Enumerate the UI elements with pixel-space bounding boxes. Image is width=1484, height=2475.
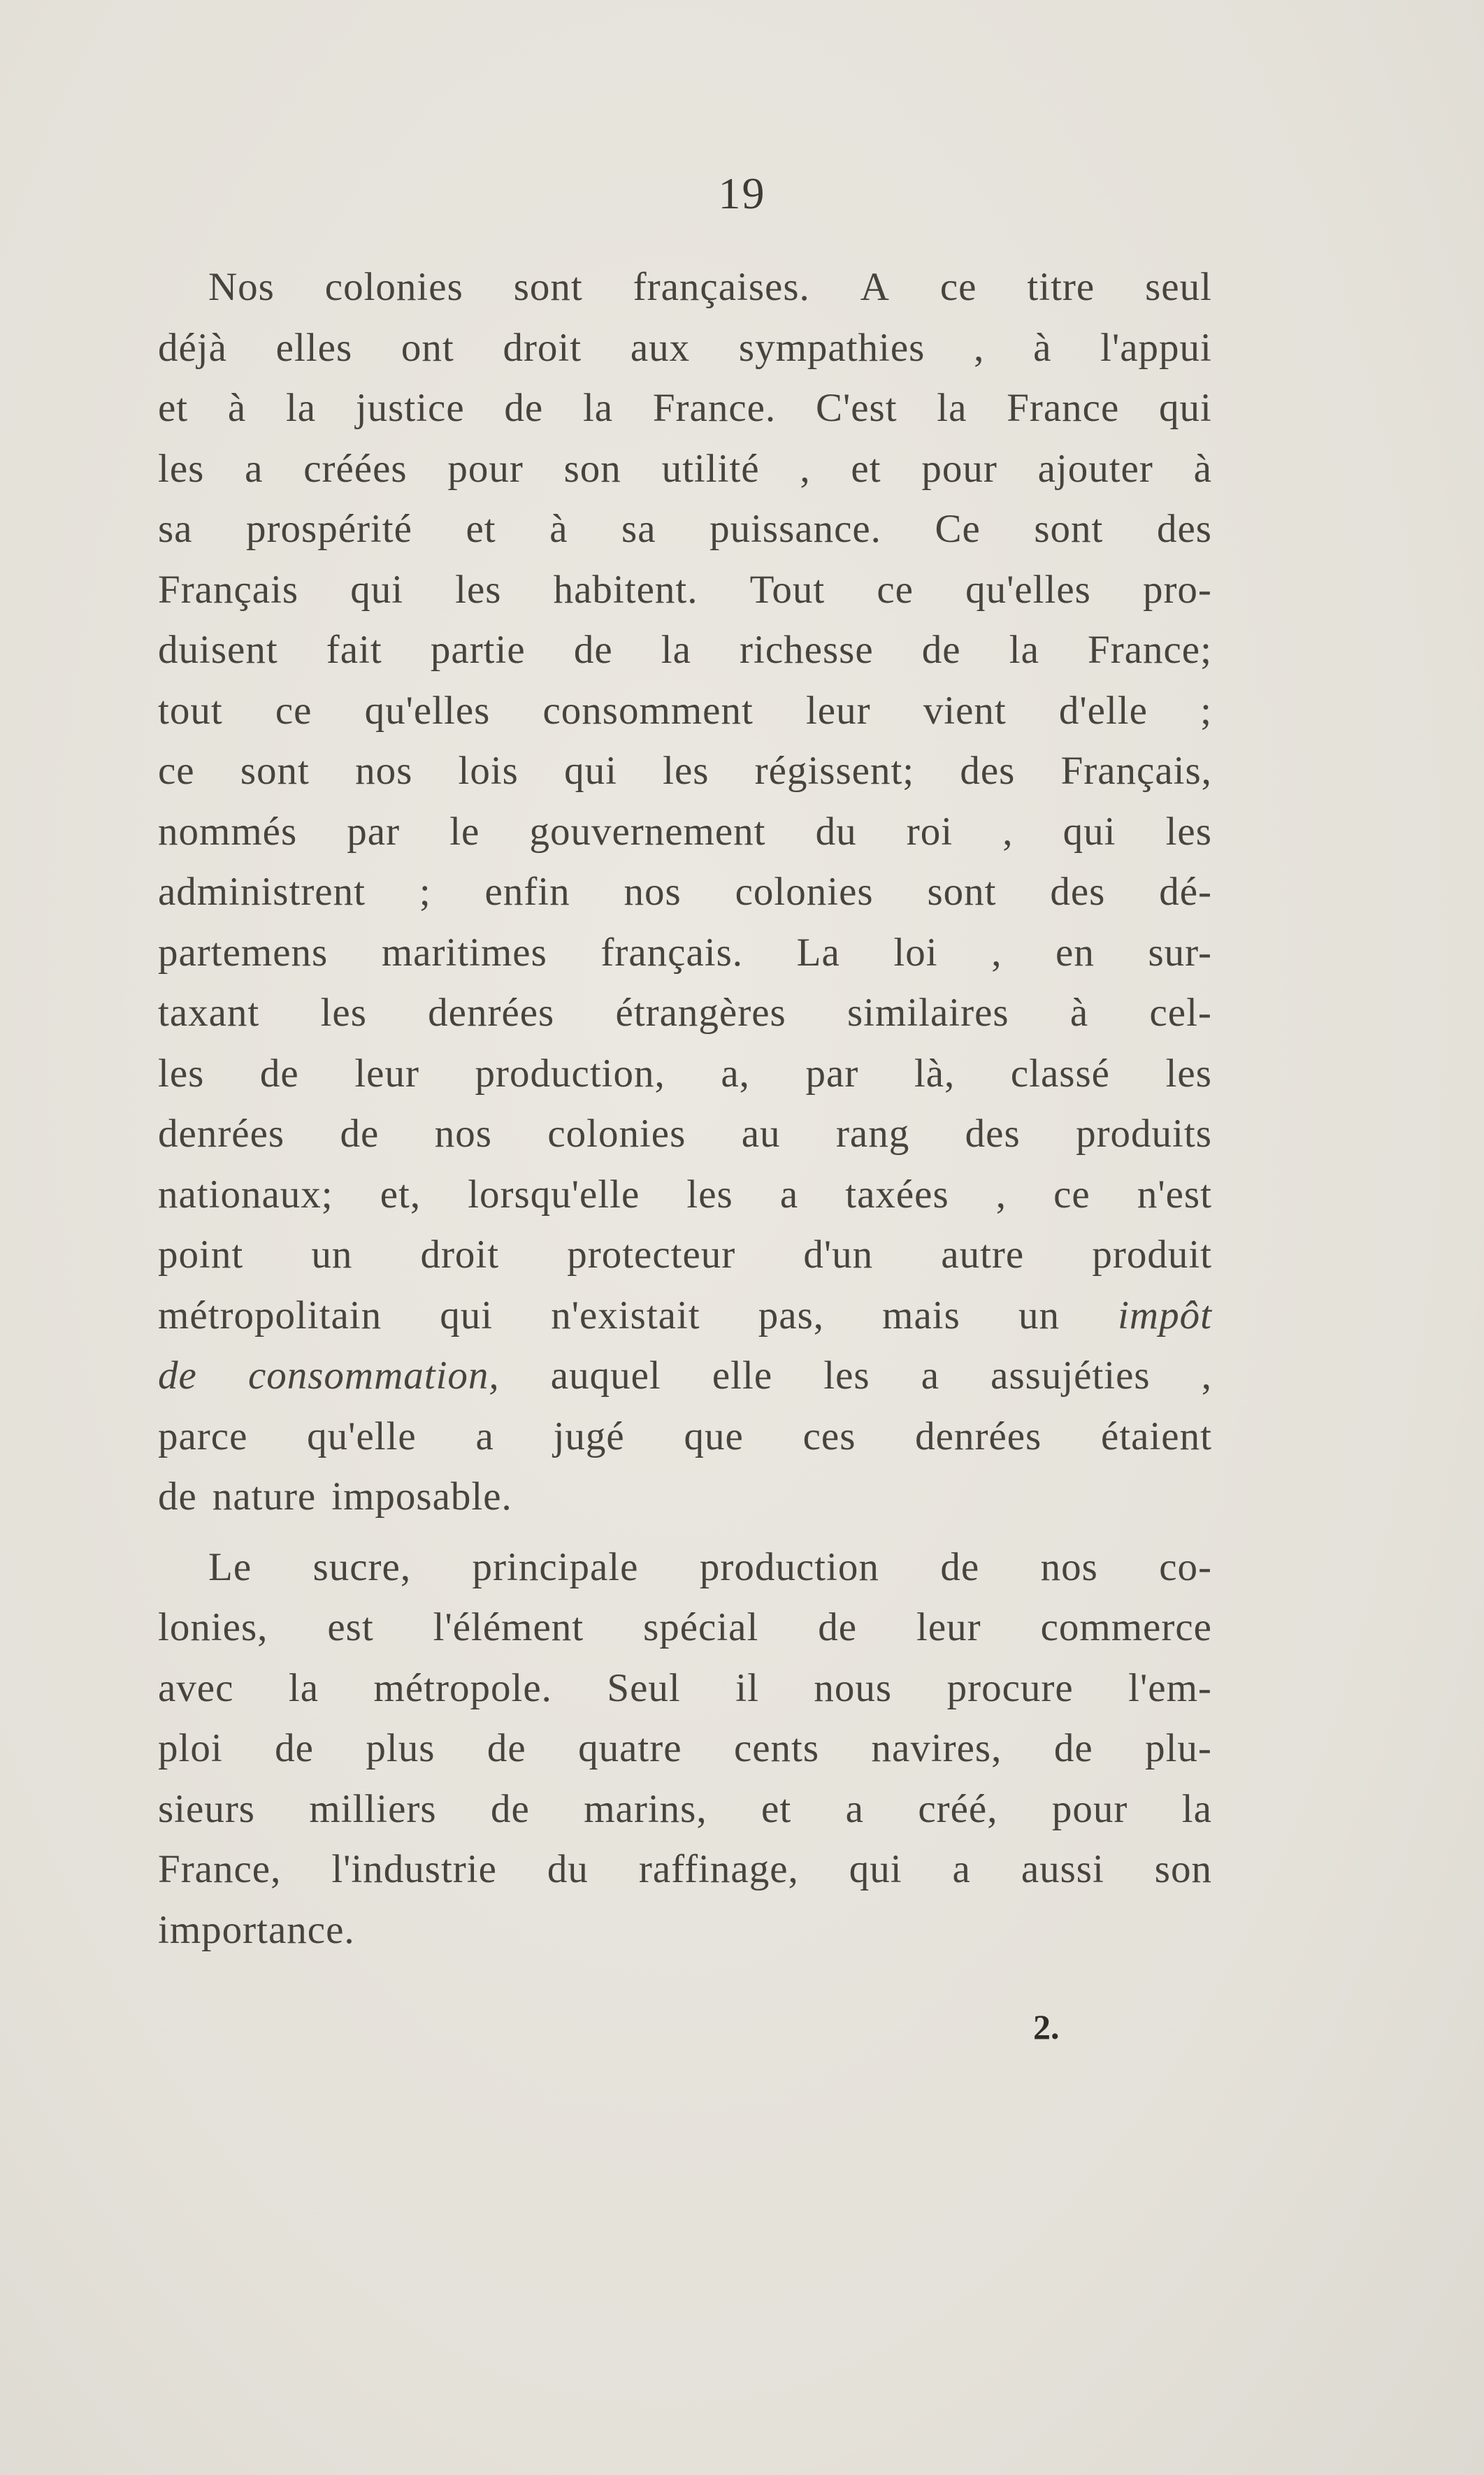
text-line: de nature imposable. [158,1475,512,1519]
text-line: ploi de plus de quatre cents navires, de plu- [158,1726,1212,1770]
text-line: les a créées pour son utilité , et pour ajouter à [158,446,1212,491]
text-line: denrées de nos colonies au rang des produits [158,1112,1212,1156]
text-line: et à la justice de la France. C'est la France qui [158,386,1212,430]
text-line: Le sucre, principale production de nos co- [208,1544,1212,1589]
text-line: avec la métropole. Seul il nous procure l'em- [158,1665,1212,1710]
text-line: administrent ; enfin nos colonies sont des dé- [158,870,1212,914]
text-line: métropolitain qui n'existait pas, mais un impôt [158,1286,1212,1347]
page-number: 19 [718,168,766,218]
text-line: les de leur production, a, par là, classé les [158,1051,1212,1096]
italic-term: impôt [1118,1293,1212,1337]
text-line: nommés par le gouvernement du roi , qui les [158,809,1212,854]
body-text [158,257,1212,1960]
text-line: France, l'industrie du raffinage, qui a aussi son [158,1847,1212,1891]
text-line: sa prospérité et à sa puissance. Ce sont des [158,507,1212,551]
text-line: partemens maritimes français. La loi , en sur- [158,930,1212,975]
text-line: point un droit protecteur d'un autre produit [158,1233,1212,1277]
text-line: nationaux; et, lorsqu'elle les a taxées , ce n'est [158,1172,1212,1217]
text-line: importance. [158,1907,355,1952]
text-line: duisent fait partie de la richesse de la France; [158,628,1212,672]
text-line: parce qu'elle a jugé que ces denrées étaient [158,1414,1212,1458]
text-line: taxant les denrées étrangères similaires à cel- [158,991,1212,1035]
text-line: tout ce qu'elles consomment leur vient d'elle ; [158,688,1212,733]
text-line: Français qui les habitent. Tout ce qu'elles pro- [158,567,1212,612]
signature-mark: 2. [1033,2007,1060,2046]
text-line: lonies, est l'élément spécial de leur commerce [158,1605,1212,1649]
text-line: déjà elles ont droit aux sympathies , à l'appui [158,325,1212,370]
text-line: sieurs milliers de marins, et a créé, pour la [158,1786,1212,1831]
text-line: Nos colonies sont françaises. A ce titre seul [208,265,1212,309]
text-line: de consommation, auquel elle les a assujéties , [158,1354,1212,1398]
text-line: ce sont nos lois qui les régissent; des Français, [158,749,1212,793]
